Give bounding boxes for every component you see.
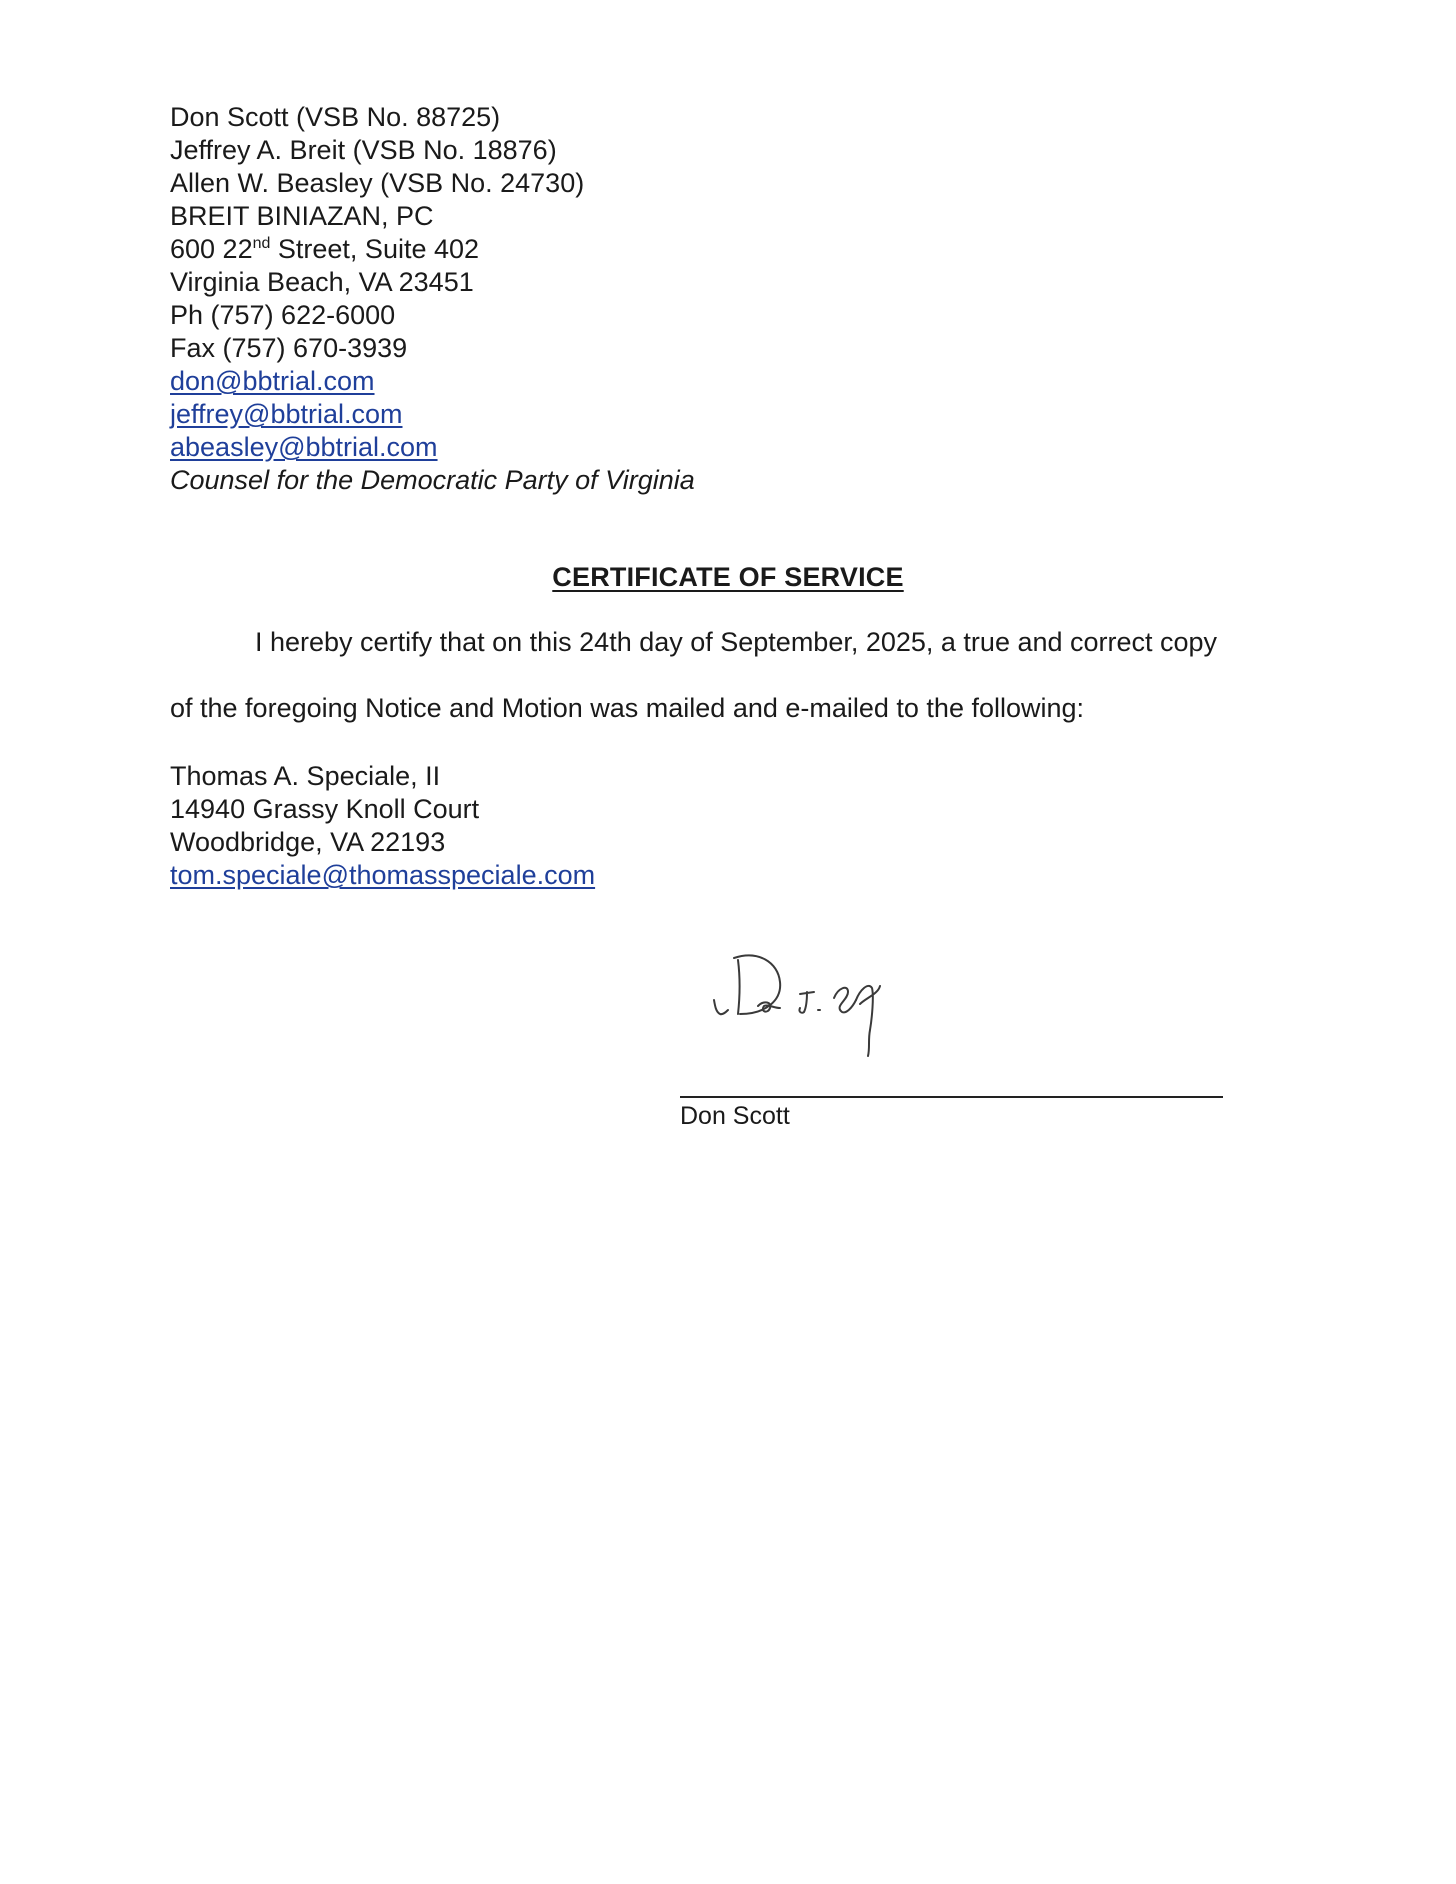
certificate-text-line-1: I hereby certify that on this 24th day of September, 2025, a true and correct copy (255, 627, 1218, 657)
firm-fax: Fax (757) 670-3939 (170, 333, 408, 363)
recipient-block (170, 760, 595, 892)
address-ordinal: nd (252, 235, 271, 252)
counsel-name-1: Don Scott (VSB No. 88725) (170, 102, 501, 132)
email-link-jeffrey[interactable]: jeffrey@bbtrial.com (170, 399, 403, 429)
counsel-signature-block (170, 101, 695, 497)
handwritten-signature (710, 948, 910, 1063)
signer-name: Don Scott (680, 1102, 790, 1130)
firm-street-address (170, 233, 695, 266)
email-link-don[interactable]: don@bbtrial.com (170, 366, 375, 396)
recipient-city-state-zip: Woodbridge, VA 22193 (170, 827, 446, 857)
email-line (170, 365, 695, 398)
firm-phone: Ph (757) 622-6000 (170, 300, 396, 330)
counsel-name-2: Jeffrey A. Breit (VSB No. 18876) (170, 135, 557, 165)
counsel-role: Counsel for the Democratic Party of Virginia (170, 465, 695, 495)
address-street: Street, Suite 402 (270, 234, 480, 264)
firm-name: BREIT BINIAZAN, PC (170, 201, 434, 231)
address-number: 600 22 (170, 234, 253, 264)
recipient-name: Thomas A. Speciale, II (170, 761, 441, 791)
email-line (170, 398, 695, 431)
certificate-text-line-2: of the foregoing Notice and Motion was mailed and e-mailed to the following: (170, 693, 1085, 723)
signature-line (680, 1096, 1223, 1098)
email-link-abeasley[interactable]: abeasley@bbtrial.com (170, 432, 438, 462)
signature-area (680, 948, 1240, 1138)
recipient-email-link[interactable]: tom.speciale@thomasspeciale.com (170, 860, 596, 890)
email-line (170, 431, 695, 464)
certificate-heading: CERTIFICATE OF SERVICE (552, 562, 904, 592)
email-line (170, 859, 595, 892)
counsel-name-3: Allen W. Beasley (VSB No. 24730) (170, 168, 585, 198)
recipient-street: 14940 Grassy Knoll Court (170, 794, 480, 824)
firm-city-state-zip: Virginia Beach, VA 23451 (170, 267, 474, 297)
